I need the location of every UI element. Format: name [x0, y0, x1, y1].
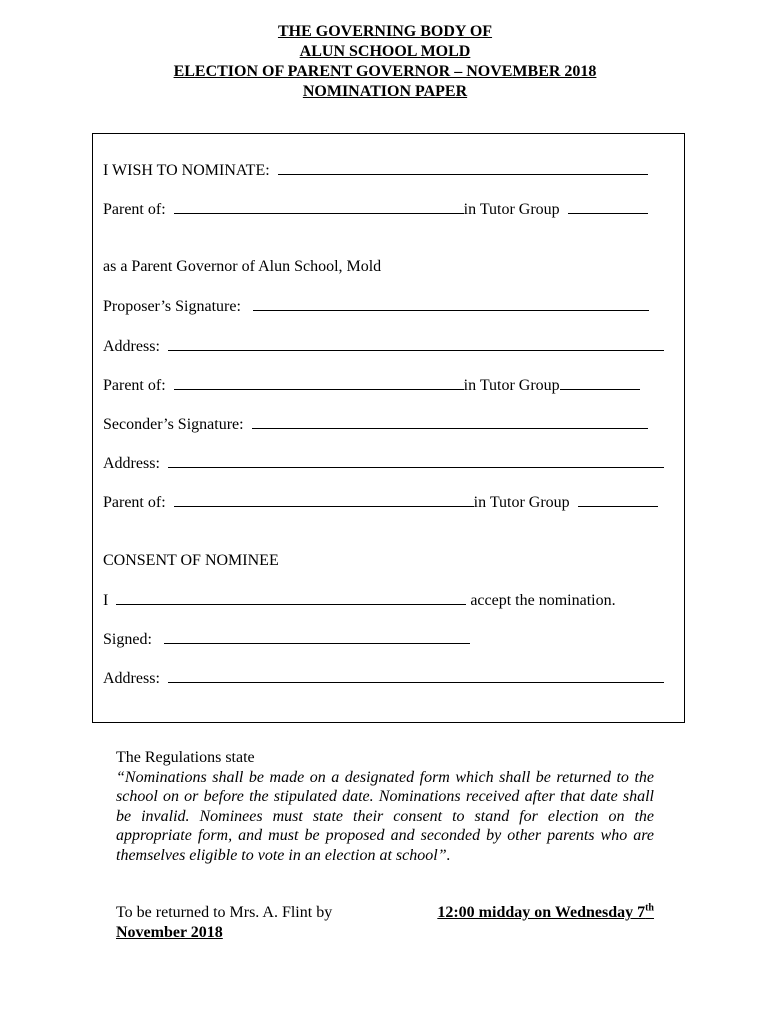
deadline-month: November 2018	[116, 924, 223, 941]
parent-governor-text: as a Parent Governor of Alun School, Mold	[103, 258, 382, 275]
nominate-label: I WISH TO NOMINATE:	[103, 162, 270, 179]
nominee-signature-field[interactable]	[164, 629, 470, 644]
proposer-signature-label: Proposer’s Signature:	[103, 298, 241, 315]
proposer-tutor-group-field[interactable]	[560, 375, 640, 390]
tutor-group-label: in Tutor Group	[463, 201, 560, 218]
proposer-child-field[interactable]	[174, 375, 464, 390]
nominee-address-field[interactable]	[168, 668, 664, 683]
return-instructions	[116, 903, 654, 943]
nominee-consent-name-field[interactable]	[116, 590, 466, 605]
heading-school-name: ALUN SCHOOL MOLD	[299, 43, 471, 60]
seconder-signature-label: Seconder’s Signature:	[103, 416, 244, 433]
nominee-child-field[interactable]	[174, 199, 464, 214]
seconder-signature-row	[103, 414, 648, 435]
seconder-address-row	[103, 453, 664, 474]
tutor-group-label: in Tutor Group	[463, 377, 560, 394]
proposer-signature-field[interactable]	[253, 296, 649, 311]
seconder-tutor-group-field[interactable]	[578, 492, 658, 507]
parent-of-label: Parent of:	[103, 494, 166, 511]
seconder-parent-row	[103, 492, 658, 513]
address-label: Address:	[103, 338, 160, 355]
proposer-signature-row	[103, 296, 649, 317]
seconder-signature-field[interactable]	[252, 414, 648, 429]
deadline-ordinal: th	[645, 902, 654, 914]
tutor-group-label: in Tutor Group	[473, 494, 570, 511]
heading-nomination-paper: NOMINATION PAPER	[302, 83, 468, 100]
signed-label: Signed:	[103, 631, 152, 648]
address-label: Address:	[103, 455, 160, 472]
i-label: I	[103, 592, 109, 609]
consent-heading: CONSENT OF NOMINEE	[103, 552, 279, 569]
regulations-quote: “Nominations shall be made on a designated form which shall be returned to the school on or before the stipulated date. Nominations received after that date shall be invalid. Nominees must state their consent to stand for election on the appropriate form, and must be proposed and seconded by other parents who are themselves eligible to vote in an election at school”.	[116, 768, 654, 864]
regulations-intro: The Regulations state	[116, 749, 255, 766]
accept-nomination-text: accept the nomination.	[470, 592, 616, 609]
proposer-address-field[interactable]	[168, 336, 664, 351]
seconder-address-field[interactable]	[168, 453, 664, 468]
parent-of-label: Parent of:	[103, 201, 166, 218]
nominee-tutor-group-field[interactable]	[568, 199, 648, 214]
return-deadline	[437, 903, 654, 923]
nominee-address-row	[103, 668, 664, 689]
nominee-parent-row	[103, 199, 648, 220]
proposer-address-row	[103, 336, 664, 357]
heading-governing-body: THE GOVERNING BODY OF	[277, 23, 493, 40]
regulations-section	[116, 748, 654, 866]
proposer-parent-row	[103, 375, 640, 396]
consent-accept-row	[103, 590, 616, 611]
signed-row	[103, 629, 470, 650]
address-label: Address:	[103, 670, 160, 687]
seconder-child-field[interactable]	[174, 492, 474, 507]
parent-of-label: Parent of:	[103, 377, 166, 394]
deadline-date: 12:00 midday on Wednesday 7	[437, 904, 646, 921]
nominee-row	[103, 160, 648, 181]
heading-election-title: ELECTION OF PARENT GOVERNOR – NOVEMBER 2018	[173, 63, 597, 80]
form-heading	[0, 22, 770, 102]
nominee-name-field[interactable]	[278, 160, 648, 175]
return-prefix: To be returned to Mrs. A. Flint by	[116, 904, 333, 921]
